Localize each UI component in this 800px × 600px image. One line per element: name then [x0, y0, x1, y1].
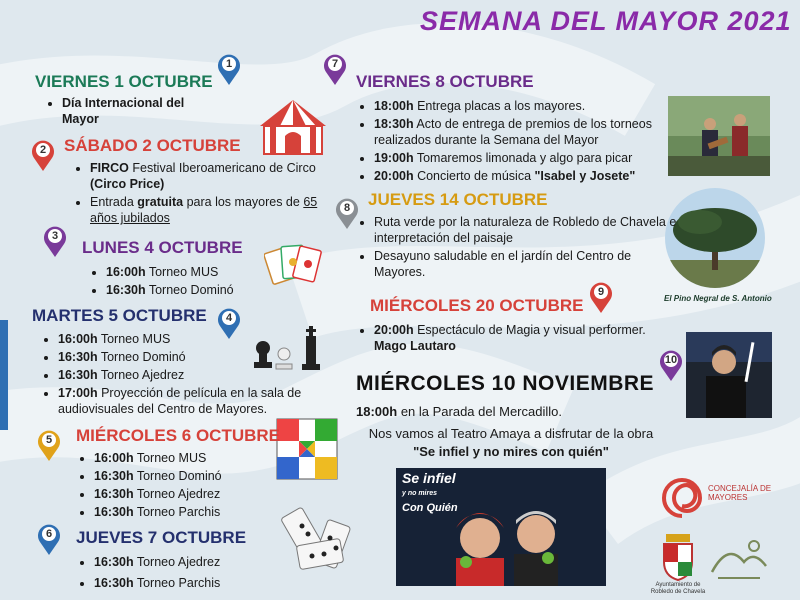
list-event-1 — [44, 95, 212, 129]
heading-sabado-2: SÁBADO 2 OCTUBRE — [64, 136, 241, 155]
pin-6-icon: 6 — [36, 522, 62, 556]
concejalia-label: CONCEJALÍA DE MAYORES — [708, 484, 772, 502]
list-event-6 — [76, 554, 284, 593]
pin-10-icon: 10 — [658, 348, 684, 382]
final-time-place: 18:00h en la Parada del Mercadillo. — [356, 404, 562, 419]
heading-jueves-7: JUEVES 7 OCTUBRE — [76, 528, 247, 547]
heading-miercoles-10-noviembre: MIÉRCOLES 10 NOVIEMBRE — [356, 372, 655, 395]
heading-jueves-14: JUEVES 14 OCTUBRE — [368, 190, 548, 209]
play-poster — [396, 468, 606, 586]
list-item: • 20:00h Concierto de música "Isabel y Josete" — [374, 168, 684, 184]
list-item: • 16:30h Torneo Ajedrez — [58, 367, 320, 383]
landscape-logo-icon — [708, 532, 770, 584]
list-item: • 16:00h Torneo MUS — [106, 264, 276, 280]
poster-title: Se infiel y no mires Con Quién — [402, 470, 458, 514]
list-event-8 — [356, 214, 680, 282]
tree-caption: El Pino Negral de S. Antonio — [664, 294, 772, 303]
dominoes-icon — [280, 502, 360, 582]
ayuntamiento-label: Ayuntamiento de Robledo de Chavela — [650, 582, 706, 595]
page-title: SEMANA DEL MAYOR 2021 — [420, 6, 792, 36]
list-event-2 — [72, 160, 328, 228]
pin-7-icon: 7 — [322, 52, 348, 86]
list-item: • 16:30h Torneo Ajedrez — [94, 486, 284, 502]
circus-tent-icon — [258, 98, 328, 156]
pin-9-icon: 9 — [588, 280, 614, 314]
concejalia-logo-icon — [654, 476, 710, 520]
list-event-7 — [356, 98, 684, 186]
pin-5-icon: 5 — [36, 428, 62, 462]
final-play-title: "Se infiel y no mires con quién" — [413, 444, 609, 459]
list-item: • 16:30h Torneo Dominó — [58, 349, 320, 365]
heading-lunes-4: LUNES 4 OCTUBRE — [82, 238, 243, 257]
list-item: • 16:30h Torneo Parchis — [94, 504, 284, 520]
list-event-5 — [76, 450, 284, 522]
list-event-9 — [356, 322, 674, 356]
list-event-4 — [40, 331, 320, 419]
list-event-3 — [88, 264, 276, 300]
pin-4-icon: 4 — [216, 306, 242, 340]
list-item: • Ruta verde por la naturaleza de Robledo de Chavela e interpretación del paisaje — [374, 214, 680, 246]
pin-3-icon: 3 — [42, 224, 68, 258]
magician-photo — [686, 332, 772, 418]
heading-viernes-8: VIERNES 8 OCTUBRE — [356, 72, 534, 91]
heading-miercoles-20: MIÉRCOLES 20 OCTUBRE — [370, 296, 584, 315]
list-item: • 20:00h Espectáculo de Magia y visual performer. Mago Lautaro — [374, 322, 674, 354]
heading-viernes-1: VIERNES 1 OCTUBRE — [35, 72, 213, 91]
list-item: • 19:00h Tomaremos limonada y algo para picar — [374, 150, 684, 166]
heading-martes-5: MARTES 5 OCTUBRE — [32, 306, 207, 325]
list-item: • 16:30h Torneo Parchis — [94, 575, 284, 591]
pin-1-icon: 1 — [216, 52, 242, 86]
list-item: • 18:30h Acto de entrega de premios de los torneos realizados durante la Semana del Mayor — [374, 116, 684, 148]
list-item: • 18:00h Entrega placas a los mayores. — [374, 98, 684, 114]
list-item: • 16:30h Torneo Ajedrez — [94, 554, 284, 570]
pin-2-icon: 2 — [30, 138, 56, 172]
list-item: • 16:00h Torneo MUS — [94, 450, 284, 466]
list-item: • 16:00h Torneo MUS — [58, 331, 320, 347]
pin-8-icon: 8 — [334, 196, 360, 230]
list-item: • Entrada gratuita para los mayores de 65 años jubilados — [90, 194, 328, 226]
list-item: • FIRCO Festival Iberoamericano de Circo (Circo Price) — [90, 160, 328, 192]
list-item: • 16:30h Torneo Dominó — [94, 468, 284, 484]
list-item: • 16:30h Torneo Dominó — [106, 282, 276, 298]
list-item: • Desayuno saludable en el jardín del Centro de Mayores. — [374, 248, 680, 280]
list-item: • 17:00h Proyección de película en la sala de audiovisuales del Centro de Mayores. — [58, 385, 320, 417]
list-item: • Día Internacional del Mayor — [62, 95, 212, 127]
ayuntamiento-shield-icon — [660, 532, 696, 582]
heading-miercoles-6: MIÉRCOLES 6 OCTUBRE — [76, 426, 281, 445]
final-line2: Nos vamos al Teatro Amaya a disfrutar de la obra — [368, 426, 654, 441]
parchis-board-icon — [276, 418, 338, 480]
